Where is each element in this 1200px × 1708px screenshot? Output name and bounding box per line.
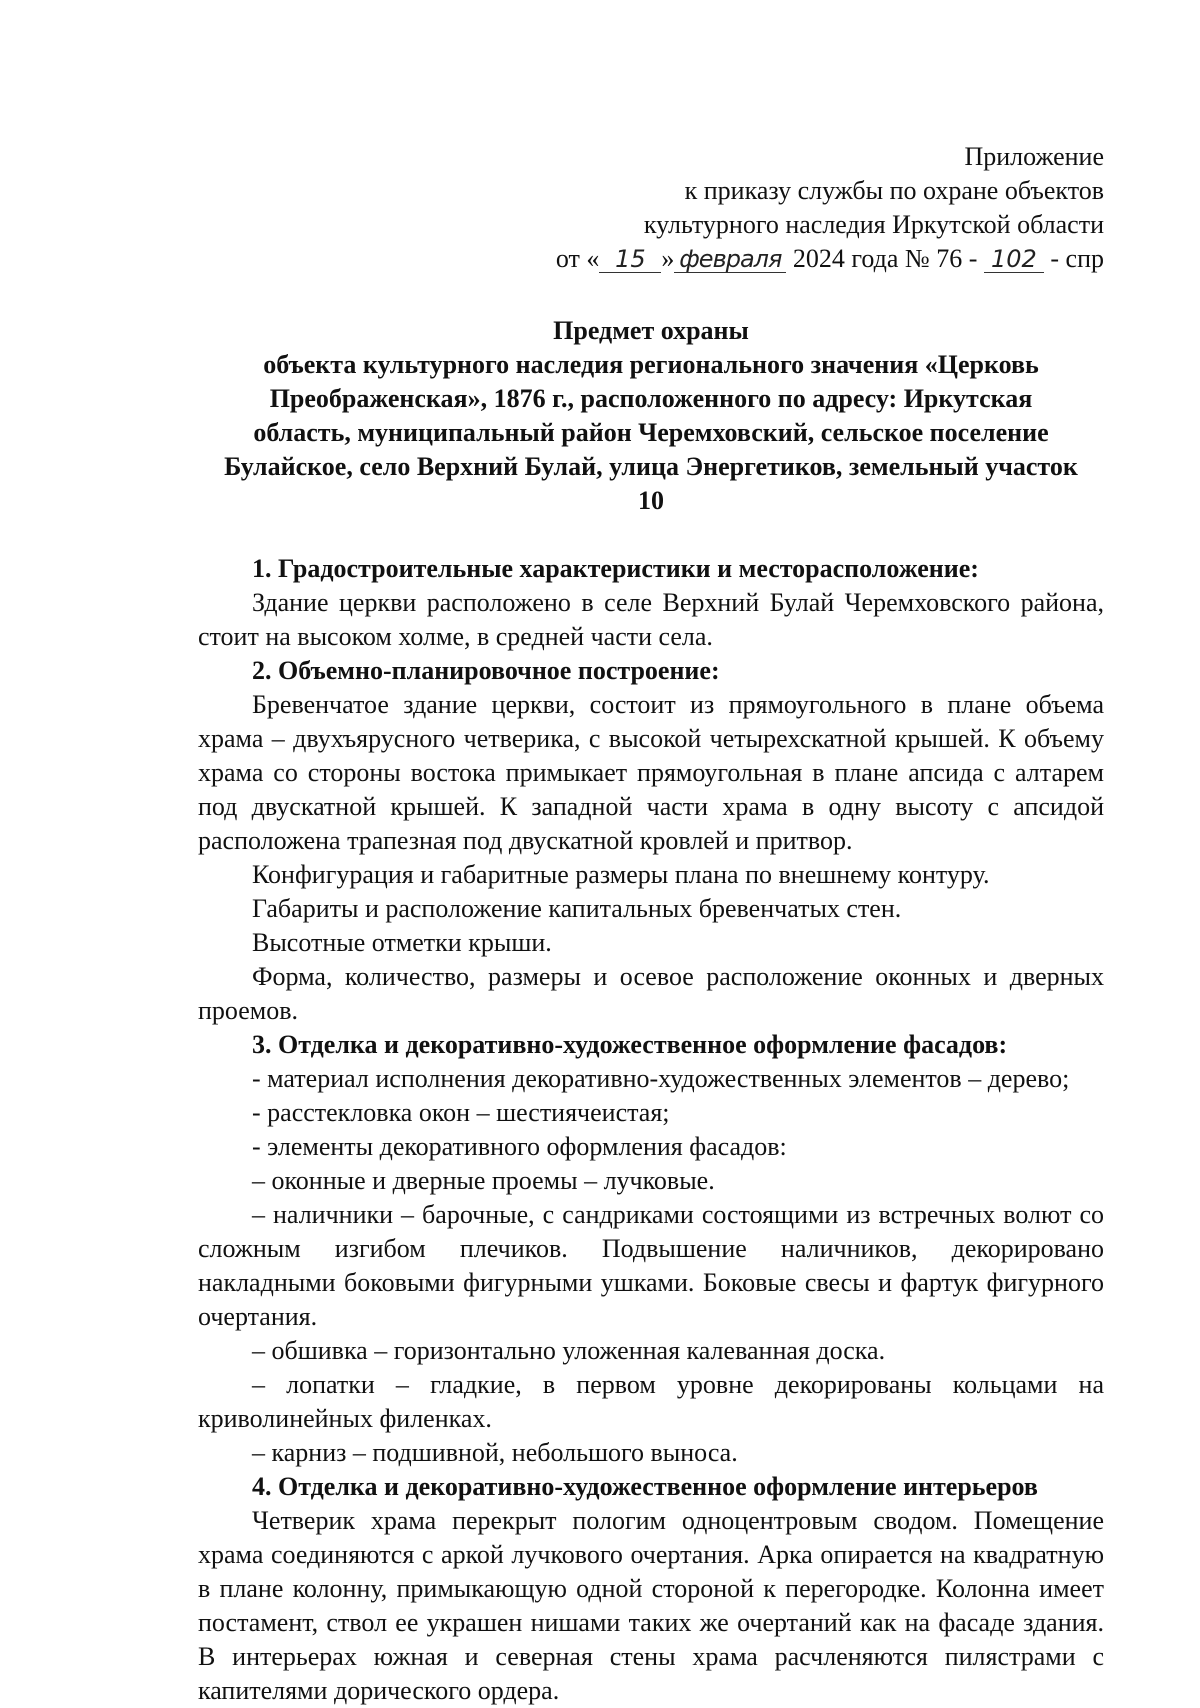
document-title (198, 314, 1104, 518)
order-year-text: 2024 года № 76 - (792, 244, 978, 273)
section-3-heading: 3. Отделка и декоративно-художественное оформление фасадов: (252, 1030, 1008, 1059)
date-prefix: от « (555, 244, 600, 273)
section-2-heading: 2. Объемно-планировочное построение: (252, 656, 720, 685)
title-line-2: объекта культурного наследия регионального значения «Церковь (263, 350, 1039, 379)
appendix-authority: культурного наследия Иркутской области (643, 210, 1104, 239)
title-line-4: область, муниципальный район Черемховский, сельское поселение (253, 418, 1049, 447)
appendix-date-line (198, 242, 1104, 276)
appendix-order-ref: к приказу службы по охране объектов (684, 176, 1104, 205)
section-2-item-2: Габариты и расположение капитальных бревенчатых стен. (252, 894, 902, 923)
section-1-heading: 1. Градостроительные характеристики и месторасположение: (252, 554, 979, 583)
section-4-heading: 4. Отделка и декоративно-художественное оформление интерьеров (252, 1472, 1038, 1501)
section-1-text: Здание церкви расположено в селе Верхний Булай Черемховского района, стоит на высоком холме, в средней части села. (198, 588, 1104, 651)
section-3-item-3: - элементы декоративного оформления фасадов: (252, 1132, 787, 1161)
handwritten-month: февраля (674, 246, 786, 273)
order-suffix: - спр (1050, 244, 1104, 273)
section-2-item-1: Конфигурация и габаритные размеры плана по внешнему контуру. (252, 860, 990, 889)
title-line-3: Преображенская», 1876 г., расположенного по адресу: Иркутская (269, 384, 1033, 413)
section-2-text: Бревенчатое здание церкви, состоит из прямоугольного в плане объема храма – двухъярусного четверика, с высокой четырехскатной крышей. К объему храма со стороны востока примыкает прямоугольная в плане апсида с алтарем под двускатной крышей. К западной части храма в одну высоту с апсидой расположена трапезная под двускатной кровлей и притвор. (198, 690, 1104, 855)
section-3-item-2: - расстекловка окон – шестиячеистая; (252, 1098, 670, 1127)
title-line-5: Булайское, село Верхний Булай, улица Энергетиков, земельный участок (224, 452, 1078, 481)
title-line-6: 10 (638, 486, 664, 515)
handwritten-order-number: 102 (984, 246, 1044, 273)
handwritten-day: 15 (599, 246, 661, 273)
date-quote-close: » (661, 244, 675, 273)
section-3-item-5: – наличники – барочные, с сандриками состоящими из встречных волют со сложным изгибом плечиков. Подвышение наличников, декорировано накладными боковыми фигурными ушками. Боковые свесы и фартук фигурного очертания. (198, 1200, 1104, 1331)
section-3-item-6: – обшивка – горизонтально уложенная калеванная доска. (252, 1336, 886, 1365)
section-2-item-4: Форма, количество, размеры и осевое расположение оконных и дверных проемов. (198, 962, 1104, 1025)
appendix-title: Приложение (964, 142, 1104, 171)
document-page (198, 140, 1104, 1708)
appendix-header (198, 140, 1104, 276)
section-4-text: Четверик храма перекрыт пологим одноцентровым сводом. Помещение храма соединяются с аркой лучкового очертания. Арка опирается на квадратную в плане колонну, примыкающую одной стороной к перегородке. Колонна имеет постамент, ствол ее украшен нишами таких же очертаний как на фасаде здания. В интерьерах южная и северная стены храма расчленяются пилястрами с капителями дорического ордера. (198, 1506, 1104, 1705)
section-3-item-8: – карниз – подшивной, небольшого выноса. (252, 1438, 738, 1467)
title-line-1: Предмет охраны (553, 316, 749, 345)
document-body (198, 552, 1104, 1708)
section-3-item-4: – оконные и дверные проемы – лучковые. (252, 1166, 715, 1195)
section-2-item-3: Высотные отметки крыши. (252, 928, 552, 957)
section-3-item-7: – лопатки – гладкие, в первом уровне декорированы кольцами на криволинейных филенках. (198, 1370, 1104, 1433)
section-3-item-1: - материал исполнения декоративно-художественных элементов – дерево; (252, 1064, 1070, 1093)
